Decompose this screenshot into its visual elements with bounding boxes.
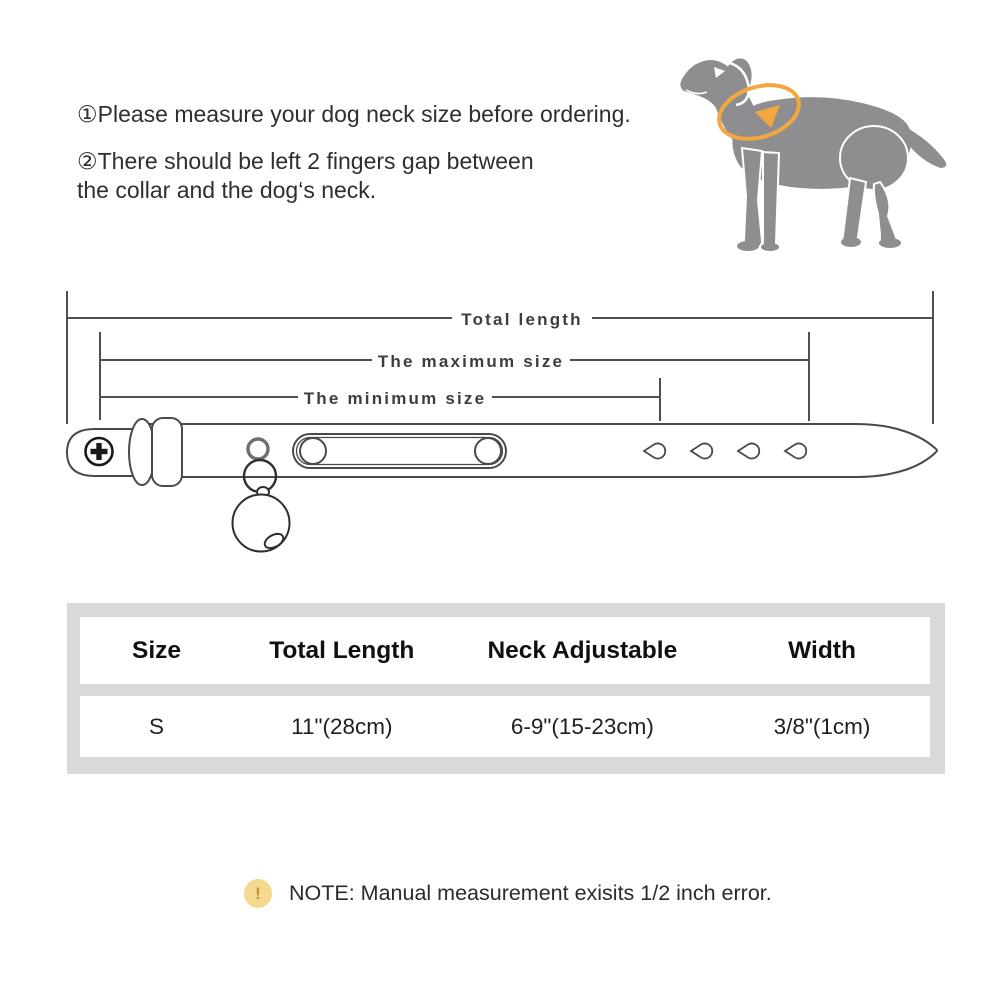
header-size: Size	[131, 636, 182, 664]
size-table	[67, 603, 945, 774]
header-total-length: Total Length	[269, 636, 415, 664]
cell-width: 3/8"(1cm)	[773, 713, 871, 739]
minimum-size-label: The minimum size	[303, 389, 487, 408]
size-table-header-row	[80, 617, 930, 684]
header-width: Width	[788, 636, 856, 664]
total-length-label: Total length	[461, 310, 583, 329]
instructions	[77, 100, 657, 205]
exclamation-icon: !	[244, 879, 272, 908]
note	[244, 879, 772, 908]
bell-icon	[233, 487, 290, 552]
header-neck-adjustable: Neck Adjustable	[487, 636, 678, 664]
dog-silhouette	[680, 55, 946, 251]
instruction-step-2: ②There should be left 2 fingers gap between the collar and the dog‘s neck.	[77, 148, 534, 203]
buckle-slot	[293, 434, 506, 468]
collar-measurement-diagram	[40, 280, 970, 590]
collar-drawing	[67, 418, 937, 552]
screw-rivet-icon	[86, 438, 113, 465]
maximum-size-label: The maximum size	[377, 352, 565, 371]
dog-illustration	[662, 45, 962, 260]
note-text: NOTE: Manual measurement exisits 1/2 inch error.	[289, 881, 772, 905]
cell-total-length: 11"(28cm)	[291, 713, 393, 739]
size-table-data-row	[80, 696, 930, 757]
keeper-loop	[129, 418, 182, 486]
cell-neck-adjustable: 6-9"(15-23cm)	[510, 713, 654, 739]
ring-hole	[248, 439, 268, 459]
instruction-step-1: ①Please measure your dog neck size before ordering.	[77, 101, 631, 127]
cell-size: S	[148, 713, 164, 739]
